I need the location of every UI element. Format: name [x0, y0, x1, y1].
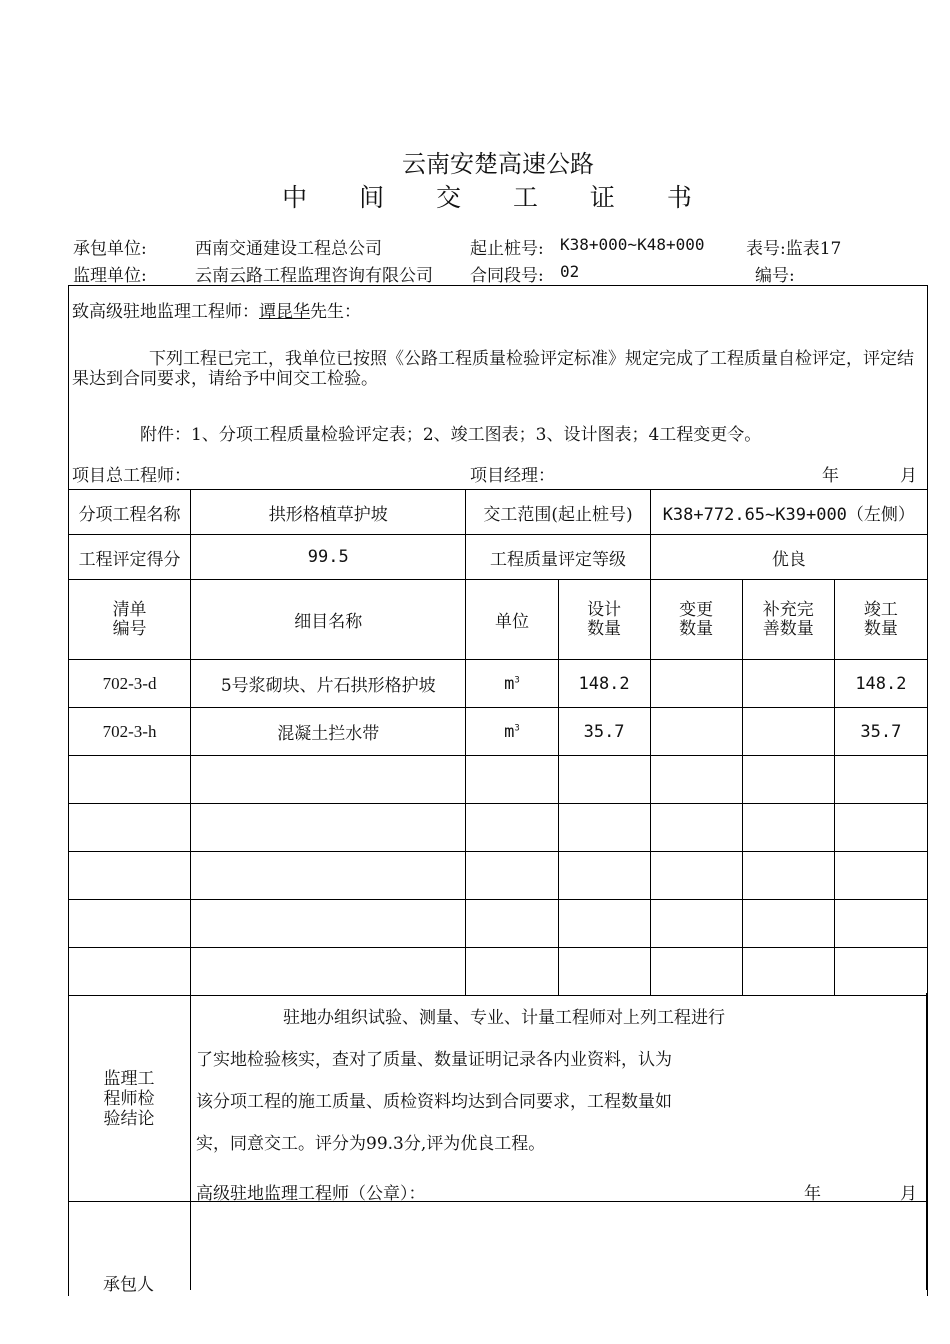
- table-row-empty: [69, 900, 928, 948]
- addressee-suffix: 先生：: [310, 302, 361, 322]
- letter-body: 下列工程已完工，我单位已按照《公路工程质量检验评定标准》规定完成了工程质量自检评定，评定结果达到合同要求，请给予中间交工检验。: [72, 349, 914, 389]
- row-code: 702-3-d: [69, 660, 191, 708]
- col-code-header: 清单 编号: [69, 580, 191, 660]
- document-title: 云南安楚高速公路: [402, 150, 594, 178]
- supervisor-signature: 高级驻地监理工程师（公章）：: [196, 1184, 426, 1204]
- addressee-prefix: 致高级驻地监理工程师：: [72, 302, 259, 322]
- addressee-line: [72, 297, 361, 322]
- row-design: 35.7: [558, 708, 650, 756]
- row-unit: $m^3$: [466, 708, 558, 756]
- item-name-value: 拱形格植草护坡: [191, 490, 466, 535]
- contractor-section-label: 承包人: [103, 1275, 154, 1295]
- col-supp-header: 补充完 善数量: [742, 580, 834, 660]
- row-code: 702-3-h: [69, 708, 191, 756]
- stake-label: 起止桩号:: [470, 239, 544, 259]
- table-row: [69, 660, 928, 708]
- row-design: 148.2: [558, 660, 650, 708]
- col-name-header: 细目名称: [191, 580, 466, 660]
- document-subtitle: 中 间 交 工 证 书: [282, 183, 714, 212]
- conclusion-line-2: 了实地检验核实，查对了质量、数量证明记录各内业资料，认为: [196, 1050, 672, 1070]
- letter-year: 年: [822, 466, 839, 486]
- row-done: 148.2: [834, 660, 927, 708]
- item-name-label: 分项工程名称: [69, 490, 191, 535]
- col-change-header: 变更 数量: [650, 580, 742, 660]
- row-change: [650, 660, 742, 708]
- attachments-line: 附件：1、分项工程质量检验评定表；2、竣工图表；3、设计图表；4工程变更令。: [140, 425, 762, 445]
- row-done: 35.7: [834, 708, 927, 756]
- score-label: 工程评定得分: [69, 535, 191, 580]
- column-header-row: [69, 580, 928, 660]
- form-number: 表号:监表17: [746, 239, 842, 259]
- chief-engineer-label: 项目总工程师：: [72, 466, 191, 486]
- row-name: 混凝土拦水带: [191, 708, 466, 756]
- conclusion-label: 监理工 程师检 验结论: [103, 1069, 155, 1129]
- conclusion-month: 月: [900, 1184, 917, 1204]
- grade-value: 优良: [650, 535, 927, 580]
- col-done-header: 竣工 数量: [834, 580, 927, 660]
- table-row-empty: [69, 804, 928, 852]
- conclusion-year: 年: [804, 1184, 821, 1204]
- conclusion-line-3: 该分项工程的施工质量、质检资料均达到合同要求，工程数量如: [196, 1092, 672, 1112]
- score-value: 99.5: [191, 535, 466, 580]
- conclusion-line-4: 实，同意交工。评分为99.3分,评为优良工程。: [196, 1134, 546, 1154]
- contractor-label: 承包单位:: [73, 239, 147, 259]
- letter-month: 月: [900, 466, 917, 486]
- addressee-name: 谭昆华: [259, 302, 310, 322]
- serial-label: 编号:: [755, 266, 795, 286]
- item-name-row: [69, 490, 928, 535]
- table-row: [69, 708, 928, 756]
- grade-label: 工程质量评定等级: [466, 535, 650, 580]
- table-row-empty: [69, 948, 928, 996]
- row-supp: [742, 660, 834, 708]
- table-row-empty: [69, 852, 928, 900]
- row-unit: $m^3$: [466, 660, 558, 708]
- col-unit-header: 单位: [466, 580, 558, 660]
- col-design-header: 设计 数量: [558, 580, 650, 660]
- contractor-value: 西南交通建设工程总公司: [195, 239, 382, 259]
- score-row: [69, 535, 928, 580]
- range-value: K38+772.65~K39+000（左侧）: [650, 490, 927, 535]
- stake-value: K38+000~K48+000: [560, 235, 705, 254]
- work-items-table: [68, 489, 928, 996]
- section-value: 02: [560, 262, 580, 281]
- supervisor-label: 监理单位:: [73, 266, 147, 286]
- row-supp: [742, 708, 834, 756]
- range-label: 交工范围(起止桩号): [466, 490, 650, 535]
- table-row-empty: [69, 756, 928, 804]
- supervisor-value: 云南云路工程监理咨询有限公司: [195, 266, 433, 286]
- conclusion-line-1: 驻地办组织试验、测量、专业、计量工程师对上列工程进行: [283, 1008, 725, 1028]
- section-label: 合同段号:: [470, 266, 544, 286]
- manager-label: 项目经理：: [470, 466, 555, 486]
- row-name: 5号浆砌块、片石拱形格护坡: [191, 660, 466, 708]
- row-change: [650, 708, 742, 756]
